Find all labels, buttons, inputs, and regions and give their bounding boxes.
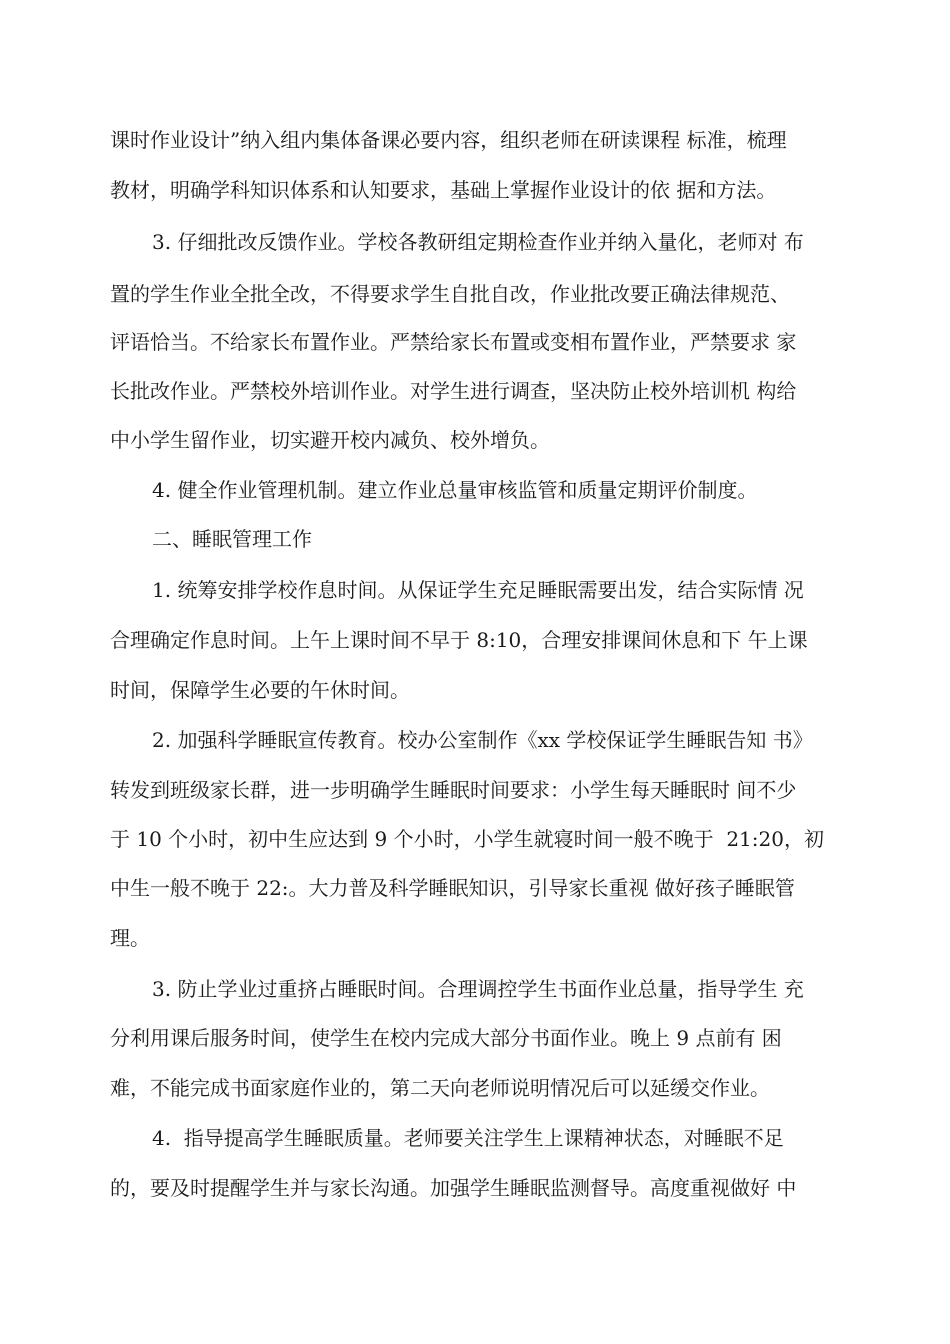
paragraph-line: 理。 — [110, 926, 150, 950]
paragraph-line: 3. 防止学业过重挤占睡眠时间。合理调控学生书面作业总量，指导学生 充 — [152, 977, 804, 1001]
section-heading: 二、睡眠管理工作 — [152, 527, 312, 551]
paragraph-line: 中生一般不晚于 22:。大力普及科学睡眠知识，引导家长重视 做好孩子睡眠管 — [110, 876, 795, 900]
paragraph-line: 中小学生留作业，切实避开校内减负、校外增负。 — [110, 428, 550, 452]
paragraph-line: 于 10 个小时，初中生应达到 9 个小时，小学生就寝时间一般不晚于 21:20，初 — [110, 827, 824, 851]
paragraph-line: 评语恰当。不给家长布置作业。严禁给家长布置或变相布置作业，严禁要求 家 — [110, 330, 797, 354]
paragraph-line: 难，不能完成书面家庭作业的，第二天向老师说明情况后可以延缓交作业。 — [110, 1076, 770, 1100]
paragraph-line: 2. 加强科学睡眠宣传教育。校办公室制作《xx 学校保证学生睡眠告知 书》 — [152, 728, 813, 752]
paragraph-line: 的，要及时提醒学生并与家长沟通。加强学生睡眠监测督导。高度重视做好 中 — [110, 1176, 797, 1200]
paragraph-line: 置的学生作业全批全改，不得要求学生自批自改，作业批改要正确法律规范、 — [110, 282, 790, 306]
paragraph-line: 教材，明确学科知识体系和认知要求，基础上掌握作业设计的依 据和方法。 — [110, 178, 777, 202]
paragraph-line: 时间，保障学生必要的午休时间。 — [110, 678, 410, 702]
paragraph-line: 合理确定作息时间。上午上课时间不早于 8:10，合理安排课间休息和下 午上课 — [110, 628, 808, 652]
paragraph-line: 长批改作业。严禁校外培训作业。对学生进行调查，坚决防止校外培训机 构给 — [110, 379, 797, 403]
paragraph-line: 4. 指导提高学生睡眠质量。老师要关注学生上课精神状态，对睡眠不足 — [152, 1126, 784, 1150]
paragraph-line: 分利用课后服务时间，使学生在校内完成大部分书面作业。晚上 9 点前有 困 — [110, 1026, 782, 1050]
paragraph-line: 1. 统筹安排学校作息时间。从保证学生充足睡眠需要出发，结合实际情 况 — [152, 578, 804, 602]
paragraph-line: 4. 健全作业管理机制。建立作业总量审核监管和质量定期评价制度。 — [152, 478, 758, 502]
paragraph-line: 转发到班级家长群，进一步明确学生睡眠时间要求：小学生每天睡眠时 间不少 — [110, 778, 797, 802]
paragraph-line: 课时作业设计”纳入组内集体备课必要内容，组织老师在研读课程 标准，梳理 — [110, 128, 787, 152]
paragraph-line: 3. 仔细批改反馈作业。学校各教研组定期检查作业并纳入量化，老师对 布 — [152, 230, 804, 254]
